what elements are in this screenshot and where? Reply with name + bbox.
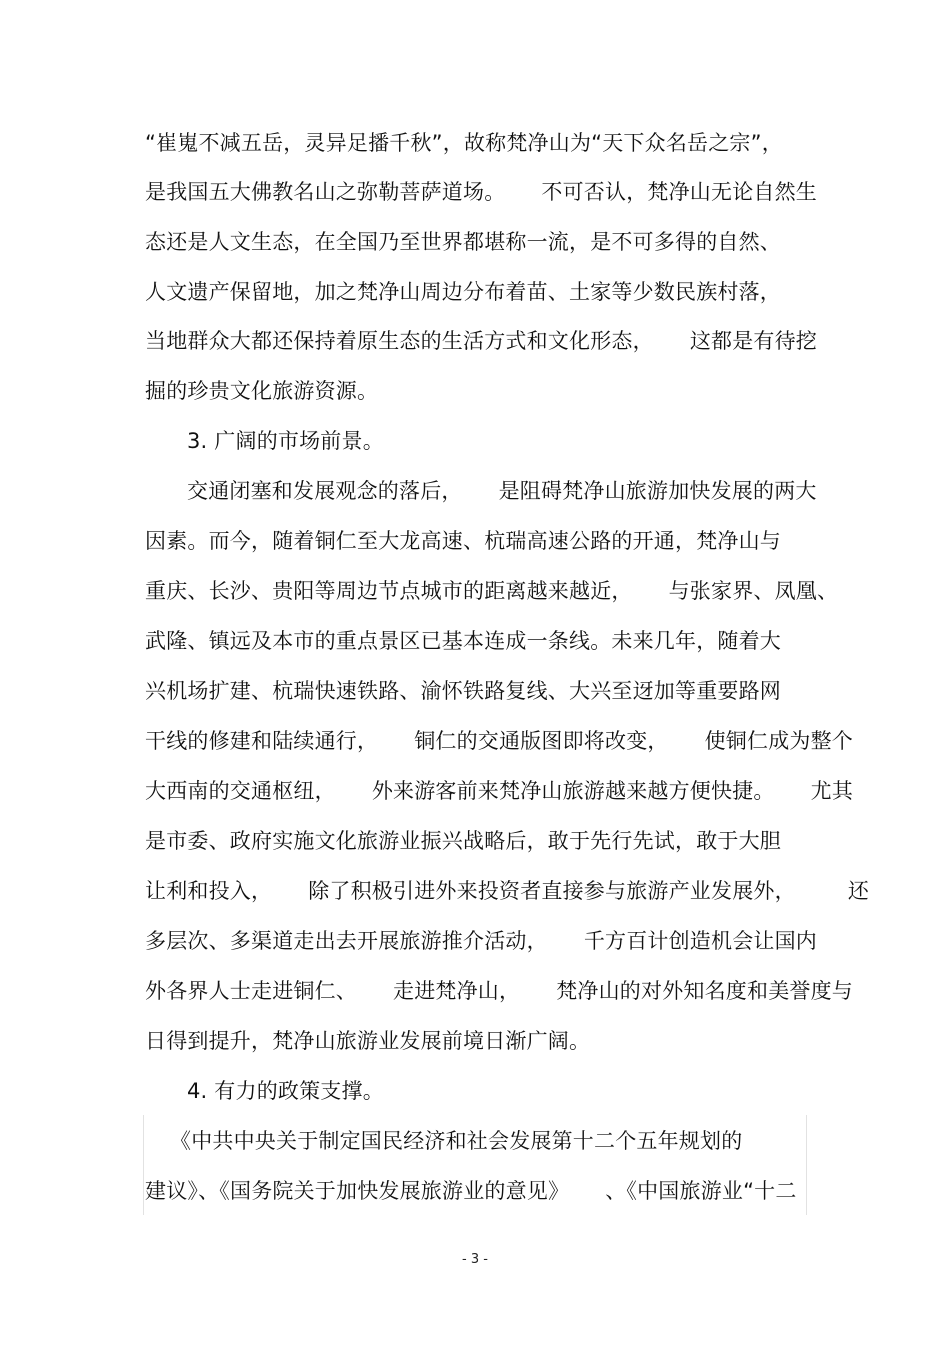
text-run: 干线的修建和陆续通行， [145,729,379,753]
paragraph-2-line-8 [145,824,810,858]
text-run: 日得到提升，梵净山旅游业发展前境日渐广阔。 [145,1029,591,1053]
paragraph-2-line-11 [145,974,854,1008]
text-run: 重庆、长沙、贵阳等周边节点城市的距离越来越近， [145,579,633,603]
paragraph-1-line-1 [145,126,810,160]
paragraph-2-line-1 [187,474,817,508]
paragraph-1-line-3 [145,225,810,259]
paragraph-3-line-2 [145,1174,810,1208]
paragraph-1-line-6 [145,374,810,408]
paragraph-2-line-6 [145,724,854,758]
paragraph-2-line-2 [145,524,810,558]
text-run: 使铜仁成为整个 [704,729,854,753]
text-run: 梵净山的对外知名度和美誉度与 [556,979,854,1003]
text-run: 武隆、镇远及本市的重点景区已基本连成一条线。未来几年，随着大 [145,629,781,653]
text-run: 当地群众大都还保持着原生态的生活方式和文化形态， [145,329,654,353]
text-run: 还 [847,879,870,903]
text-run: 掘的珍贵文化旅游资源。 [145,379,379,403]
text-run: 是阻碍梵净山旅游加快发展的两大 [498,479,817,503]
text-run: 让利和投入， [145,879,273,903]
text-run: 除了积极引进外来投资者直接参与旅游产业发展外， [308,879,796,903]
page-number: - 3 - [462,1252,488,1267]
section-heading-3: 3. 广阔的市场前景。 [187,429,384,453]
text-run: 因素。而今，随着铜仁至大龙高速、杭瑞高速公路的开通，梵净山与 [145,529,781,553]
paragraph-2-line-10 [145,924,818,958]
text-run: 态还是人文生态，在全国乃至世界都堪称一流，是不可多得的自然、 [145,230,781,254]
text-run: 尤其 [810,779,854,803]
text-run: 《中共中央关于制定国民经济和社会发展第十二个五年规划的 [170,1129,743,1153]
text-run: 这都是有待挖 [689,329,818,353]
text-run: 千方百计创造机会让国内 [583,929,818,953]
text-run: 、《中国旅游业“十二 [605,1179,797,1203]
left-rule [143,1115,144,1215]
paragraph-2-line-4 [145,624,810,658]
text-run: 多层次、多渠道走出去开展旅游推介活动， [145,929,548,953]
text-run: 与张家界、凤凰、 [668,579,839,603]
paragraph-2-line-7 [145,774,854,808]
text-run: 大西南的交通枢纽， [145,779,336,803]
paragraph-2-line-3 [145,574,839,608]
paragraph-2-line-9 [145,874,870,908]
text-run: 铜仁的交通版图即将改变， [414,729,669,753]
paragraph-2-line-12 [145,1024,810,1058]
paragraph-1-line-4 [145,275,810,309]
text-run: 外各界人士走进铜仁、 [145,979,357,1003]
paragraph-2-line-5 [145,674,810,708]
text-run: 人文遗产保留地，加之梵净山周边分布着苗、土家等少数民族村落， [145,280,781,304]
paragraph-3-line-1 [170,1124,810,1158]
paragraph-1-line-5 [145,324,818,358]
text-run: 不可否认，梵净山无论自然生 [541,180,818,204]
text-run: 是我国五大佛教名山之弥勒菩萨道场。 [145,180,506,204]
section-heading-4: 4. 有力的政策支撑。 [187,1079,384,1103]
text-run: 走进梵净山， [393,979,521,1003]
paragraph-1-line-2 [145,175,818,209]
text-run: “崔嵬不减五岳，灵异足播千秋”，故称梵净山为“天下众名岳之宗”， [145,131,783,155]
text-run: 外来游客前来梵净山旅游越来越方便快捷。 [371,779,775,803]
text-run: 建议》、《国务院关于加快发展旅游业的意见》 [145,1179,570,1203]
text-run: 交通闭塞和发展观念的落后， [187,479,463,503]
text-run: 兴机场扩建、杭瑞快速铁路、渝怀铁路复线、大兴至迓加等重要路网 [145,679,781,703]
text-run: 是市委、政府实施文化旅游业振兴战略后，敢于先行先试，敢于大胆 [145,829,781,853]
